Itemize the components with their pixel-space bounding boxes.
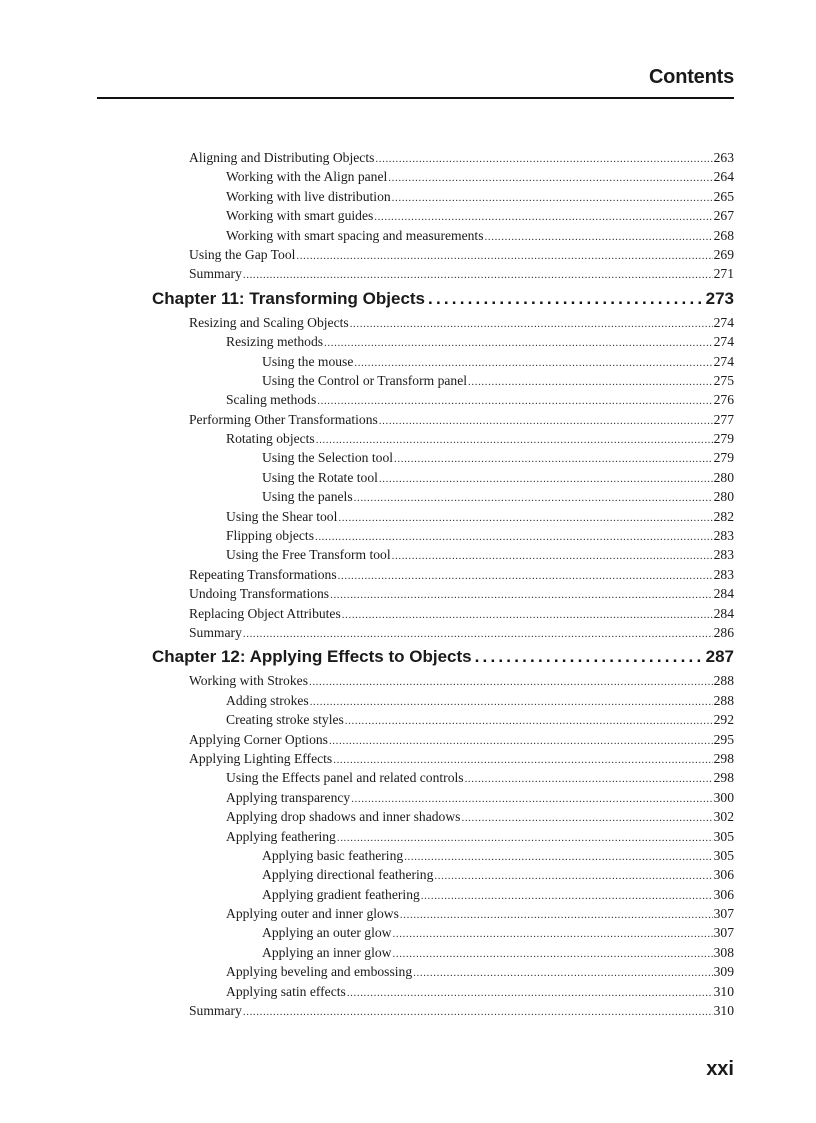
dot-leader bbox=[338, 509, 712, 528]
toc-entry-page: 279 bbox=[713, 450, 734, 466]
toc-entry[interactable] bbox=[152, 846, 734, 865]
toc-entry-title: Adding strokes bbox=[226, 692, 309, 708]
toc-entry-page: 267 bbox=[713, 208, 734, 224]
dot-leader bbox=[342, 606, 713, 625]
toc-entry-page: 271 bbox=[713, 266, 734, 282]
toc-entry-page: 284 bbox=[713, 586, 734, 602]
toc-entry-page: 298 bbox=[713, 770, 734, 786]
dot-leader bbox=[465, 770, 713, 789]
toc-entry-page: 283 bbox=[713, 566, 734, 582]
toc-entry[interactable] bbox=[152, 245, 734, 264]
toc-entry-title: Applying drop shadows and inner shadows bbox=[226, 809, 461, 825]
toc-entry-page: 306 bbox=[713, 886, 734, 902]
toc-entry-page: 280 bbox=[713, 489, 734, 505]
toc-entry[interactable] bbox=[152, 332, 734, 351]
header-rule bbox=[97, 97, 734, 99]
dot-leader bbox=[413, 964, 712, 983]
dot-leader bbox=[296, 247, 712, 266]
toc-entry-title: Applying gradient feathering bbox=[262, 886, 420, 902]
toc-entry-title: Using the Rotate tool bbox=[262, 469, 378, 485]
toc-entry[interactable] bbox=[152, 187, 734, 206]
dot-leader bbox=[475, 644, 703, 669]
toc-entry-title: Applying outer and inner glows bbox=[226, 906, 399, 922]
dot-leader bbox=[434, 867, 712, 886]
dot-leader bbox=[345, 712, 713, 731]
dot-leader bbox=[400, 906, 713, 925]
toc-entry[interactable] bbox=[152, 148, 734, 167]
toc-entry[interactable] bbox=[152, 788, 734, 807]
toc-entry-title: Applying an inner glow bbox=[262, 944, 392, 960]
toc-entry-title: Replacing Object Attributes bbox=[189, 605, 341, 621]
toc-entry-title: Summary bbox=[189, 624, 242, 640]
toc-entry[interactable] bbox=[152, 749, 734, 768]
table-of-contents bbox=[152, 148, 734, 1020]
dot-leader bbox=[468, 373, 713, 392]
dot-leader bbox=[392, 547, 713, 566]
toc-entry[interactable] bbox=[152, 768, 734, 787]
toc-entry[interactable] bbox=[152, 943, 734, 962]
toc-entry[interactable] bbox=[152, 226, 734, 245]
toc-entry-page: 269 bbox=[713, 246, 734, 262]
toc-entry-title: Chapter 11: Transforming Objects bbox=[152, 288, 426, 308]
toc-entry-page: 305 bbox=[713, 847, 734, 863]
toc-entry-title: Applying beveling and embossing bbox=[226, 964, 413, 980]
toc-entry[interactable] bbox=[152, 807, 734, 826]
toc-entry-page: 288 bbox=[713, 673, 734, 689]
toc-entry[interactable] bbox=[152, 206, 734, 225]
toc-entry-title: Summary bbox=[189, 1003, 242, 1019]
toc-entry-title: Applying transparency bbox=[226, 789, 351, 805]
dot-leader bbox=[310, 693, 713, 712]
dot-leader bbox=[330, 586, 713, 605]
toc-entry-title: Applying satin effects bbox=[226, 983, 346, 999]
toc-entry-page: 310 bbox=[713, 983, 734, 999]
toc-entry-title: Working with live distribution bbox=[226, 188, 391, 204]
page-title: Contents bbox=[648, 66, 734, 88]
dot-leader bbox=[404, 848, 712, 867]
toc-entry-page: 274 bbox=[713, 334, 734, 350]
toc-entry-page: 282 bbox=[713, 508, 734, 524]
dot-leader bbox=[329, 732, 713, 751]
toc-entry-title: Applying feathering bbox=[226, 828, 336, 844]
dot-leader bbox=[347, 984, 713, 1003]
toc-entry-title: Summary bbox=[189, 266, 242, 282]
page-number: xxi bbox=[706, 1058, 734, 1080]
toc-entry-title: Resizing methods bbox=[226, 334, 324, 350]
toc-entry-page: 279 bbox=[713, 431, 734, 447]
toc-entry-title: Using the Gap Tool bbox=[189, 246, 296, 262]
toc-entry[interactable] bbox=[152, 827, 734, 846]
toc-entry-page: 292 bbox=[713, 712, 734, 728]
toc-entry-title: Performing Other Transformations bbox=[189, 411, 378, 427]
toc-entry-page: 280 bbox=[713, 469, 734, 485]
toc-entry[interactable] bbox=[152, 313, 734, 332]
toc-entry-title: Resizing and Scaling Objects bbox=[189, 314, 349, 330]
toc-entry-title: Applying Corner Options bbox=[189, 731, 328, 747]
toc-entry[interactable] bbox=[152, 671, 734, 690]
dot-leader bbox=[243, 266, 713, 285]
toc-entry-page: 286 bbox=[713, 624, 734, 640]
toc-entry-title: Working with smart guides bbox=[226, 208, 374, 224]
toc-entry-page: 283 bbox=[713, 528, 734, 544]
toc-entry-page: 275 bbox=[713, 372, 734, 388]
toc-entry-page: 302 bbox=[713, 809, 734, 825]
toc-entry[interactable] bbox=[152, 526, 734, 545]
toc-entry-page: 309 bbox=[713, 964, 734, 980]
toc-entry-page: 264 bbox=[713, 169, 734, 185]
dot-leader bbox=[324, 334, 713, 353]
toc-entry-page: 268 bbox=[713, 227, 734, 243]
toc-entry[interactable] bbox=[152, 584, 734, 603]
toc-entry[interactable] bbox=[152, 352, 734, 371]
toc-entry-page: 274 bbox=[713, 353, 734, 369]
toc-entry-title: Creating stroke styles bbox=[226, 712, 344, 728]
toc-entry-title: Applying directional feathering bbox=[262, 867, 434, 883]
toc-chapter-entry[interactable] bbox=[152, 644, 734, 669]
toc-entry[interactable] bbox=[152, 507, 734, 526]
dot-leader bbox=[309, 673, 713, 692]
toc-entry-title: Chapter 12: Applying Effects to Objects bbox=[152, 647, 472, 667]
toc-entry-page: 300 bbox=[713, 789, 734, 805]
toc-entry-title: Working with the Align panel bbox=[226, 169, 388, 185]
toc-entry-title: Applying basic feathering bbox=[262, 847, 404, 863]
toc-entry[interactable] bbox=[152, 730, 734, 749]
toc-entry-title: Using the Control or Transform panel bbox=[262, 372, 468, 388]
toc-entry[interactable] bbox=[152, 545, 734, 564]
toc-entry-page: 305 bbox=[713, 828, 734, 844]
toc-entry-page: 308 bbox=[713, 944, 734, 960]
toc-entry[interactable] bbox=[152, 448, 734, 467]
toc-entry-page: 277 bbox=[713, 411, 734, 427]
toc-entry[interactable] bbox=[152, 604, 734, 623]
toc-entry-title: Repeating Transformations bbox=[189, 566, 337, 582]
toc-entry-page: 307 bbox=[713, 925, 734, 941]
toc-entry[interactable] bbox=[152, 390, 734, 409]
toc-entry-title: Applying an outer glow bbox=[262, 925, 392, 941]
dot-leader bbox=[393, 945, 713, 964]
toc-entry-page: 274 bbox=[713, 314, 734, 330]
dot-leader bbox=[393, 925, 713, 944]
dot-leader bbox=[461, 809, 712, 828]
toc-entry[interactable] bbox=[152, 885, 734, 904]
toc-entry-page: 298 bbox=[713, 750, 734, 766]
toc-entry[interactable] bbox=[152, 1001, 734, 1020]
toc-entry-page: 265 bbox=[713, 188, 734, 204]
dot-leader bbox=[243, 1003, 713, 1022]
toc-entry[interactable] bbox=[152, 962, 734, 981]
toc-entry-title: Rotating objects bbox=[226, 431, 315, 447]
toc-entry-title: Aligning and Distributing Objects bbox=[189, 150, 375, 165]
toc-entry[interactable] bbox=[152, 371, 734, 390]
dot-leader bbox=[392, 189, 713, 208]
toc-entry[interactable] bbox=[152, 487, 734, 506]
toc-entry[interactable] bbox=[152, 623, 734, 642]
toc-entry-page: 295 bbox=[713, 731, 734, 747]
dot-leader bbox=[243, 625, 713, 644]
toc-entry-title: Flipping objects bbox=[226, 528, 314, 544]
dot-leader bbox=[379, 412, 713, 431]
toc-entry-title: Scaling methods bbox=[226, 392, 317, 408]
dot-leader bbox=[354, 489, 713, 508]
toc-entry-title: Using the Effects panel and related controls bbox=[226, 770, 464, 786]
toc-entry-page: 310 bbox=[713, 1003, 734, 1019]
toc-entry[interactable] bbox=[152, 982, 734, 1001]
dot-leader bbox=[428, 286, 703, 311]
toc-entry[interactable] bbox=[152, 710, 734, 729]
toc-entry-title: Using the mouse bbox=[262, 353, 354, 369]
toc-entry-page: 283 bbox=[713, 547, 734, 563]
dot-leader bbox=[421, 887, 713, 906]
dot-leader bbox=[388, 169, 712, 188]
toc-entry-title: Using the Free Transform tool bbox=[226, 547, 391, 563]
toc-entry[interactable] bbox=[152, 565, 734, 584]
toc-entry[interactable] bbox=[152, 468, 734, 487]
toc-entry-page: 288 bbox=[713, 692, 734, 708]
dot-leader bbox=[394, 450, 713, 469]
toc-entry-page: 263 bbox=[713, 150, 734, 165]
toc-entry-page: 276 bbox=[713, 392, 734, 408]
toc-entry-title: Working with smart spacing and measurements bbox=[226, 227, 484, 243]
toc-entry-title: Using the Selection tool bbox=[262, 450, 394, 466]
dot-leader bbox=[485, 228, 713, 247]
toc-entry-page: 307 bbox=[713, 906, 734, 922]
toc-entry[interactable] bbox=[152, 865, 734, 884]
toc-chapter-entry[interactable] bbox=[152, 286, 734, 311]
toc-entry-title: Working with Strokes bbox=[189, 673, 308, 689]
toc-entry[interactable] bbox=[152, 264, 734, 283]
toc-entry-title: Using the Shear tool bbox=[226, 508, 338, 524]
toc-entry[interactable] bbox=[152, 167, 734, 186]
toc-entry[interactable] bbox=[152, 691, 734, 710]
toc-entry-page: 287 bbox=[705, 647, 734, 667]
dot-leader bbox=[375, 150, 712, 169]
toc-entry[interactable] bbox=[152, 904, 734, 923]
toc-entry[interactable] bbox=[152, 923, 734, 942]
dot-leader bbox=[379, 470, 713, 489]
toc-entry-title: Undoing Transformations bbox=[189, 586, 330, 602]
toc-entry-page: 284 bbox=[713, 605, 734, 621]
dot-leader bbox=[338, 567, 713, 586]
toc-entry-page: 273 bbox=[705, 288, 734, 308]
toc-entry-title: Applying Lighting Effects bbox=[189, 750, 333, 766]
toc-entry-title: Using the panels bbox=[262, 489, 353, 505]
dot-leader bbox=[350, 315, 713, 334]
toc-entry[interactable] bbox=[152, 429, 734, 448]
toc-entry[interactable] bbox=[152, 410, 734, 429]
toc-entry-page: 306 bbox=[713, 867, 734, 883]
